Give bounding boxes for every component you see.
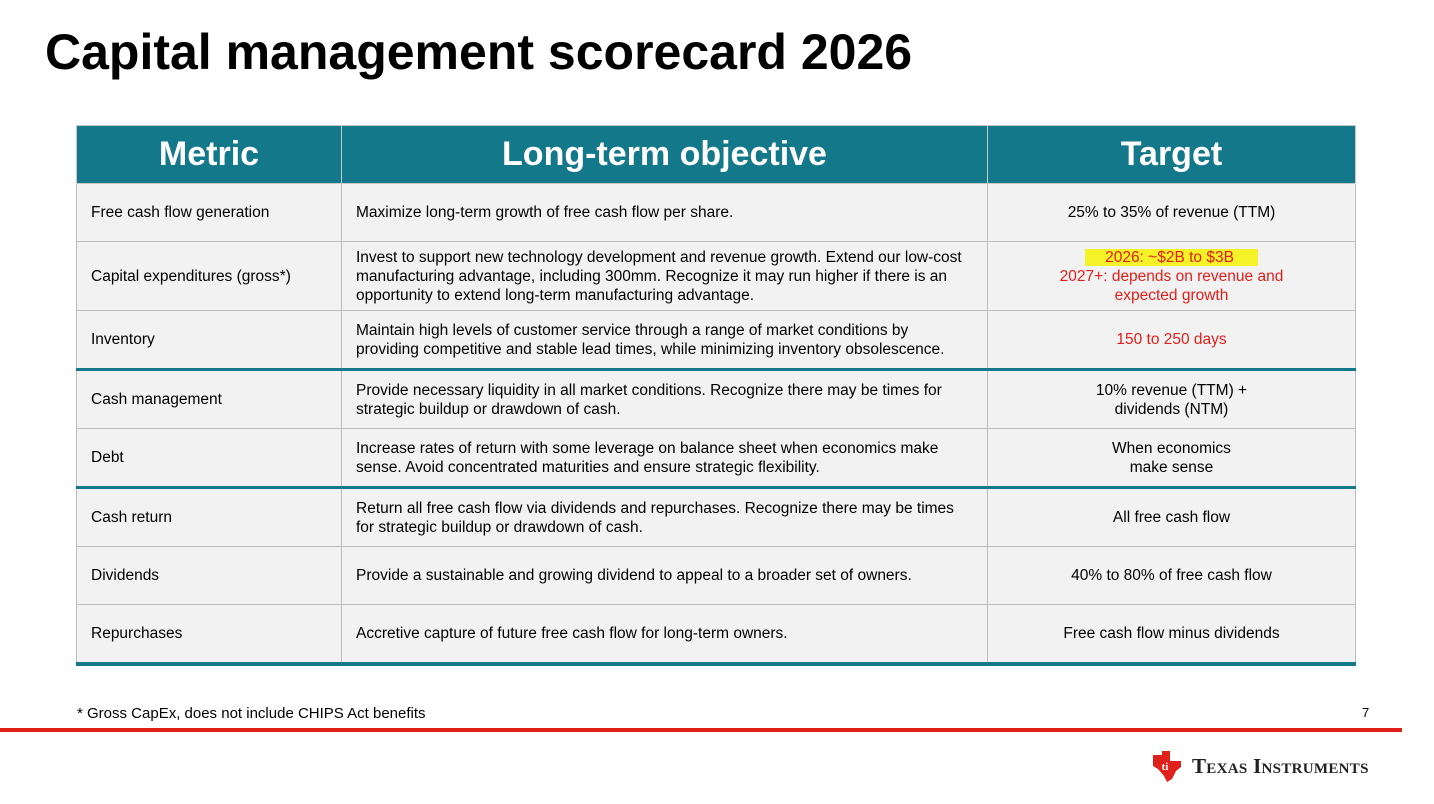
- scorecard-table: [76, 125, 1356, 666]
- target-cell: [988, 429, 1356, 488]
- target-line: When economics: [1112, 439, 1231, 457]
- highlighted-target: 2026: ~$2B to $3B: [1085, 249, 1258, 266]
- ti-state-logo-icon: [1150, 749, 1184, 783]
- target-line: expected growth: [1114, 286, 1229, 304]
- objective-cell: Maintain high levels of customer service through a range of market conditions by providing competitive and stable lead times, while minimizing inventory obsolescence.: [342, 311, 988, 370]
- header-target: Target: [988, 126, 1356, 184]
- metric-cell: Repurchases: [77, 605, 342, 665]
- svg-text:ti: ti: [1161, 761, 1169, 773]
- table-row: [77, 311, 1356, 370]
- target-cell: 25% to 35% of revenue (TTM): [988, 184, 1356, 242]
- table-row: [77, 547, 1356, 605]
- header-metric: Metric: [77, 126, 342, 184]
- metric-cell: Inventory: [77, 311, 342, 370]
- objective-cell: Accretive capture of future free cash flow for long-term owners.: [342, 605, 988, 665]
- page-number: 7: [1362, 705, 1370, 720]
- target-line: dividends (NTM): [1114, 400, 1229, 418]
- target-cell: 150 to 250 days: [988, 311, 1356, 370]
- target-line: 2027+: depends on revenue and: [1059, 267, 1284, 285]
- table-row: [77, 242, 1356, 311]
- target-line: make sense: [1129, 458, 1214, 476]
- metric-cell: Debt: [77, 429, 342, 488]
- metric-cell: Cash return: [77, 488, 342, 547]
- objective-cell: Provide necessary liquidity in all market conditions. Recognize there may be times for strategic buildup or drawdown of cash.: [342, 370, 988, 429]
- company-logo: [1150, 749, 1369, 783]
- objective-cell: Provide a sustainable and growing dividend to appeal to a broader set of owners.: [342, 547, 988, 605]
- table-row: [77, 184, 1356, 242]
- target-cell: Free cash flow minus dividends: [988, 605, 1356, 665]
- logo-wordmark: Texas Instruments: [1192, 753, 1369, 778]
- table-row: [77, 429, 1356, 488]
- metric-cell: Capital expenditures (gross*): [77, 242, 342, 311]
- table-header-row: [77, 126, 1356, 184]
- target-cell: All free cash flow: [988, 488, 1356, 547]
- page-title: Capital management scorecard 2026: [45, 24, 913, 80]
- target-cell: [988, 242, 1356, 311]
- table-row: [77, 370, 1356, 429]
- target-cell: [988, 370, 1356, 429]
- header-objective: Long-term objective: [342, 126, 988, 184]
- metric-cell: Cash management: [77, 370, 342, 429]
- target-line: 10% revenue (TTM) +: [1095, 381, 1248, 399]
- table-row: [77, 488, 1356, 547]
- footer-divider: [0, 728, 1402, 732]
- objective-cell: Maximize long-term growth of free cash flow per share.: [342, 184, 988, 242]
- metric-cell: Free cash flow generation: [77, 184, 342, 242]
- target-cell: 40% to 80% of free cash flow: [988, 547, 1356, 605]
- footnote: * Gross CapEx, does not include CHIPS Act benefits: [77, 705, 426, 722]
- metric-cell: Dividends: [77, 547, 342, 605]
- objective-cell: Return all free cash flow via dividends and repurchases. Recognize there may be times for strategic buildup or drawdown of cash.: [342, 488, 988, 547]
- objective-cell: Increase rates of return with some leverage on balance sheet when economics make sense. Avoid concentrated maturities and ensure strategic flexibility.: [342, 429, 988, 488]
- table-row: [77, 605, 1356, 665]
- objective-cell: Invest to support new technology development and revenue growth. Extend our low-cost manufacturing advantage, including 300mm. Recognize it may run higher if there is an opportunity to extend long-term manufacturing advantage.: [342, 242, 988, 311]
